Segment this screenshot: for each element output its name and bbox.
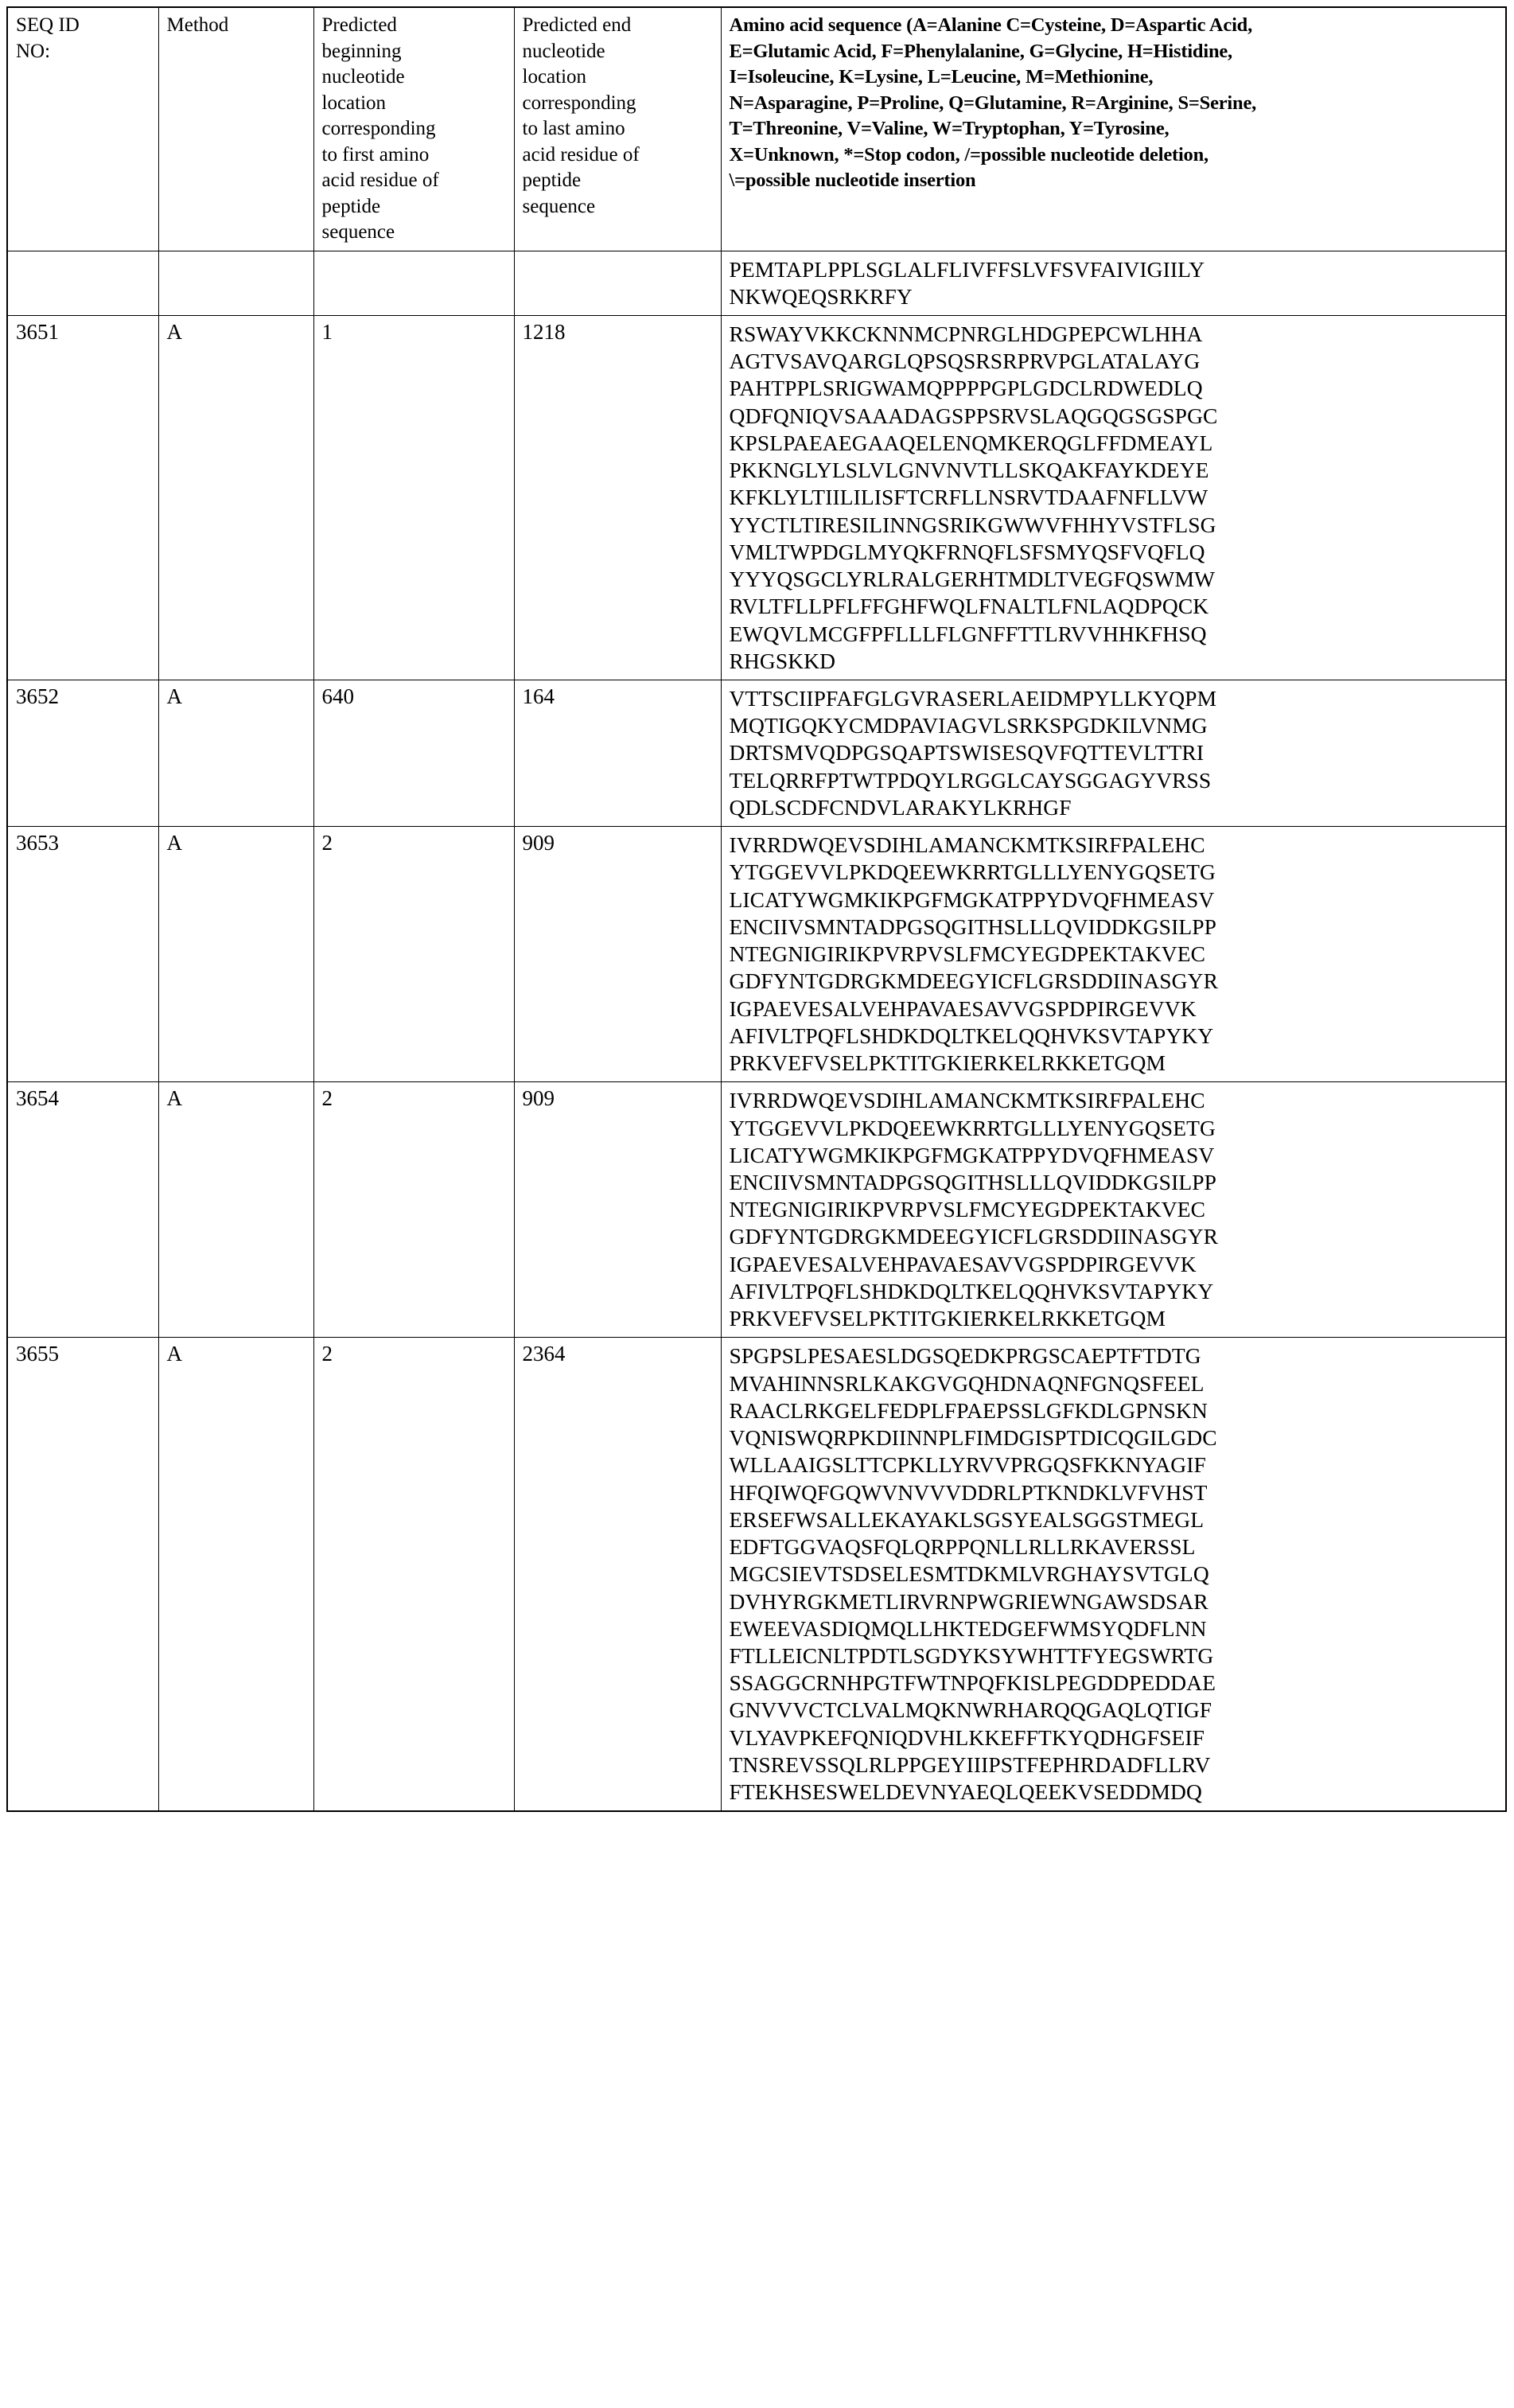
cell-predicted-end-value: 909: [522, 1086, 555, 1111]
cell-amino-acid-sequence: [721, 1082, 1506, 1338]
cell-method: [158, 1082, 313, 1338]
table-row: [7, 251, 1506, 315]
column-header-predicted-end: [514, 7, 721, 251]
cell-seq-id: [7, 680, 158, 827]
column-header-predicted-begin: [313, 7, 514, 251]
cell-predicted-begin-value: 2: [321, 831, 333, 855]
cell-predicted-end-value: 1218: [522, 319, 566, 344]
cell-seq-id-value: 3654: [16, 1086, 59, 1111]
cell-method: [158, 251, 313, 315]
table-body: [7, 251, 1506, 1811]
table-header-row: [7, 7, 1506, 251]
cell-amino-acid-sequence-value: SPGPSLPESAESLDGSQEDKPRGSCAEPTFTDTG MVAHINNSRLKAKGVGQHDNAQNFGNQSFEEL RAACLRKGELFEDPLFPAEPSSLGFKDLGPNSKN VQNISWQRPKDIINNPLFIMDGISPTDICQGILGDC WLLAAIGSLTTCPKLLYRVVPRGQSFKKNYAGIF HFQIWQFGQWVNVVVDDRLPTKNDKLVFVHST ERSEFWSALLEKAYAKLSGSYEALSGGSTMEGL EDFTGGVAQSFQLQRPPQNLLRLLRKAVERSSL MGCSIEVTSDSELESMTDKMLVRGHAYSVTGLQ DVHYRGKMETLIRVRNPWGRIEWNGAWSDSAR EWEEVASDIQMQLLHKTEDGEFWMSYQDFLNN FTLLEICNLTPDTLSGDYKSYWHTTFYEGSWRTG SSAGGCRNHPGTFWTNPQFKISLPEGDDPEDDAE GNVVVCTCLVALMQKNWRHARQQGAQLQTIGF VLYAVPKEFQNIQDVHLKKEFFTKYQDHGFSEIF TNSREVSSQLRLPPGEYIIIPSTFEPHRDADFLLRV FTEKHSESWELDEVNYAEQLQEEKVSEDDMDQ: [729, 1343, 1217, 1805]
cell-seq-id-value: 3655: [16, 1342, 59, 1366]
cell-seq-id-value: 3651: [16, 319, 59, 344]
cell-amino-acid-sequence: [721, 251, 1506, 315]
cell-predicted-end-value: 2364: [522, 1342, 566, 1366]
cell-amino-acid-sequence: [721, 680, 1506, 827]
column-header-method-label: Method: [166, 14, 229, 36]
cell-predicted-end: [514, 827, 721, 1082]
cell-predicted-end: [514, 1082, 721, 1338]
cell-amino-acid-sequence-value: IVRRDWQEVSDIHLAMANCKMTKSIRFPALEHC YTGGEVVLPKDQEEWKRRTGLLLYENYGQSETG LICATYWGMKIKPGFMGKATPPYDVQFHMEASV ENCIIVSMNTADPGSQGITHSLLLQVIDDKGSILPP NTEGNIGIRIKPVRPVSLFMCYEGDPEKTAKVEC GDFYNTGDRGKMDEEGYICFLGRSDDIINASGYR IGPAEVESALVEHPAVAESAVVGSPDPIRGEVVK AFIVLTPQFLSHDKDQLTKELQQHVKSVTAPYKY PRKVEFVSELPKTITGKIERKELRKKETGQM: [729, 1088, 1219, 1331]
cell-seq-id-value: 3653: [16, 831, 59, 855]
table-row: [7, 1338, 1506, 1811]
cell-seq-id-value: 3652: [16, 684, 59, 709]
cell-amino-acid-sequence-value: VTTSCIIPFAFGLGVRASERLAEIDMPYLLKYQPM MQTIGQKYCMDPAVIAGVLSRKSPGDKILVNMG DRTSMVQDPGSQAPTSWISESQVFQTTEVLTTRI TELQRRFPTWTPDQYLRGGLCAYSGGAGYVRSS QDLSCDFCNDVLARAKYLKRHGF: [729, 686, 1217, 820]
cell-amino-acid-sequence-value: PEMTAPLPPLSGLALFLIVFFSLVFSVFAIVIGIILY NKWQEQSRKRFY: [729, 256, 1205, 309]
cell-predicted-end-value: 909: [522, 831, 555, 855]
cell-predicted-begin-value: 640: [321, 684, 354, 709]
column-header-method: [158, 7, 313, 251]
cell-method: [158, 827, 313, 1082]
cell-amino-acid-sequence: [721, 1338, 1506, 1811]
column-header-predicted-begin-label: Predicted beginning nucleotide location corresponding to first amino acid residue of peptide sequence: [321, 14, 439, 243]
cell-method-value: A: [166, 684, 182, 709]
column-header-seq-id: [7, 7, 158, 251]
cell-amino-acid-sequence-value: IVRRDWQEVSDIHLAMANCKMTKSIRFPALEHC YTGGEVVLPKDQEEWKRRTGLLLYENYGQSETG LICATYWGMKIKPGFMGKATPPYDVQFHMEASV ENCIIVSMNTADPGSQGITHSLLLQVIDDKGSILPP NTEGNIGIRIKPVRPVSLFMCYEGDPEKTAKVEC GDFYNTGDRGKMDEEGYICFLGRSDDIINASGYR IGPAEVESALVEHPAVAESAVVGSPDPIRGEVVK AFIVLTPQFLSHDKDQLTKELQQHVKSVTAPYKY PRKVEFVSELPKTITGKIERKELRKKETGQM: [729, 832, 1219, 1076]
cell-method: [158, 315, 313, 680]
table-row: [7, 315, 1506, 680]
table-row: [7, 827, 1506, 1082]
cell-method-value: A: [166, 319, 182, 344]
cell-seq-id: [7, 1082, 158, 1338]
column-header-amino-acid-sequence: [721, 7, 1506, 251]
cell-seq-id: [7, 315, 158, 680]
cell-predicted-end: [514, 1338, 721, 1811]
cell-method-value: A: [166, 831, 182, 855]
cell-predicted-begin: [313, 1082, 514, 1338]
cell-predicted-end: [514, 680, 721, 827]
cell-amino-acid-sequence: [721, 827, 1506, 1082]
cell-method: [158, 1338, 313, 1811]
cell-method-value: A: [166, 1342, 182, 1366]
column-header-seq-id-label: SEQ ID NO:: [16, 14, 80, 62]
cell-predicted-begin-value: 1: [321, 319, 333, 344]
cell-predicted-begin: [313, 1338, 514, 1811]
cell-seq-id: [7, 1338, 158, 1811]
cell-method: [158, 680, 313, 827]
cell-predicted-begin: [313, 827, 514, 1082]
cell-method-value: A: [166, 1086, 182, 1111]
cell-predicted-begin-value: 2: [321, 1342, 333, 1366]
cell-seq-id: [7, 251, 158, 315]
table-row: [7, 680, 1506, 827]
sequence-table: [6, 6, 1507, 1812]
cell-seq-id: [7, 827, 158, 1082]
cell-predicted-end-value: 164: [522, 684, 555, 709]
table-header: [7, 7, 1506, 251]
cell-predicted-begin: [313, 680, 514, 827]
column-header-predicted-end-label: Predicted end nucleotide location corresponding to last amino acid residue of peptide sequence: [522, 14, 640, 217]
cell-predicted-begin: [313, 251, 514, 315]
cell-predicted-end: [514, 315, 721, 680]
cell-predicted-begin-value: 2: [321, 1086, 333, 1111]
column-header-amino-acid-sequence-label: Amino acid sequence (A=Alanine C=Cysteine, D=Aspartic Acid, E=Glutamic Acid, F=Phenylalanine, G=Glycine, H=Histidine, I=Isoleucine, K=Lysine, L=Leucine, M=Methionine, N=Asparagine, P=Proline, Q=Glutamine, R=Arginine, S=Serine, T=Threonine, V=Valine, W=Tryptophan, Y=Tyrosine, X=Unknown, *=Stop codon, /=possible nucleotide deletion, \=possible nucleotide insertion: [729, 14, 1257, 191]
cell-amino-acid-sequence-value: RSWAYVKKCKNNMCPNRGLHDGPEPCWLHHA AGTVSAVQARGLQPSQSRSRPRVPGLATALAYG PAHTPPLSRIGWAMQPPPPGPLGDCLRDWEDLQ QDFQNIQVSAAADAGSPPSRVSLAQGQGSGSPGC KPSLPAEAEGAAQELENQMKERQGLFFDMEAYL PKKNGLYLSLVLGNVNVTLLSKQAKFAYKDEYE KFKLYLTIILILISFTCRFLLNSRVTDAAFNFLLVW YYCTLTIRESILINNGSRIKGWWVFHHYVSTFLSG VMLTWPDGLMYQKFRNQFLSFSMYQSFVQFLQ YYYQSGCLYRLRALGERHTMDLTVEGFQSWMW RVLTFLLPFLFFGHFWQLFNALTLFNLAQDPQCK EWQVLMCGFPFLLLFLGNFFTTLRVVHHKFHSQ RHGSKKD: [729, 321, 1218, 673]
table-row: [7, 1082, 1506, 1338]
cell-predicted-begin: [313, 315, 514, 680]
cell-predicted-end: [514, 251, 721, 315]
cell-amino-acid-sequence: [721, 315, 1506, 680]
